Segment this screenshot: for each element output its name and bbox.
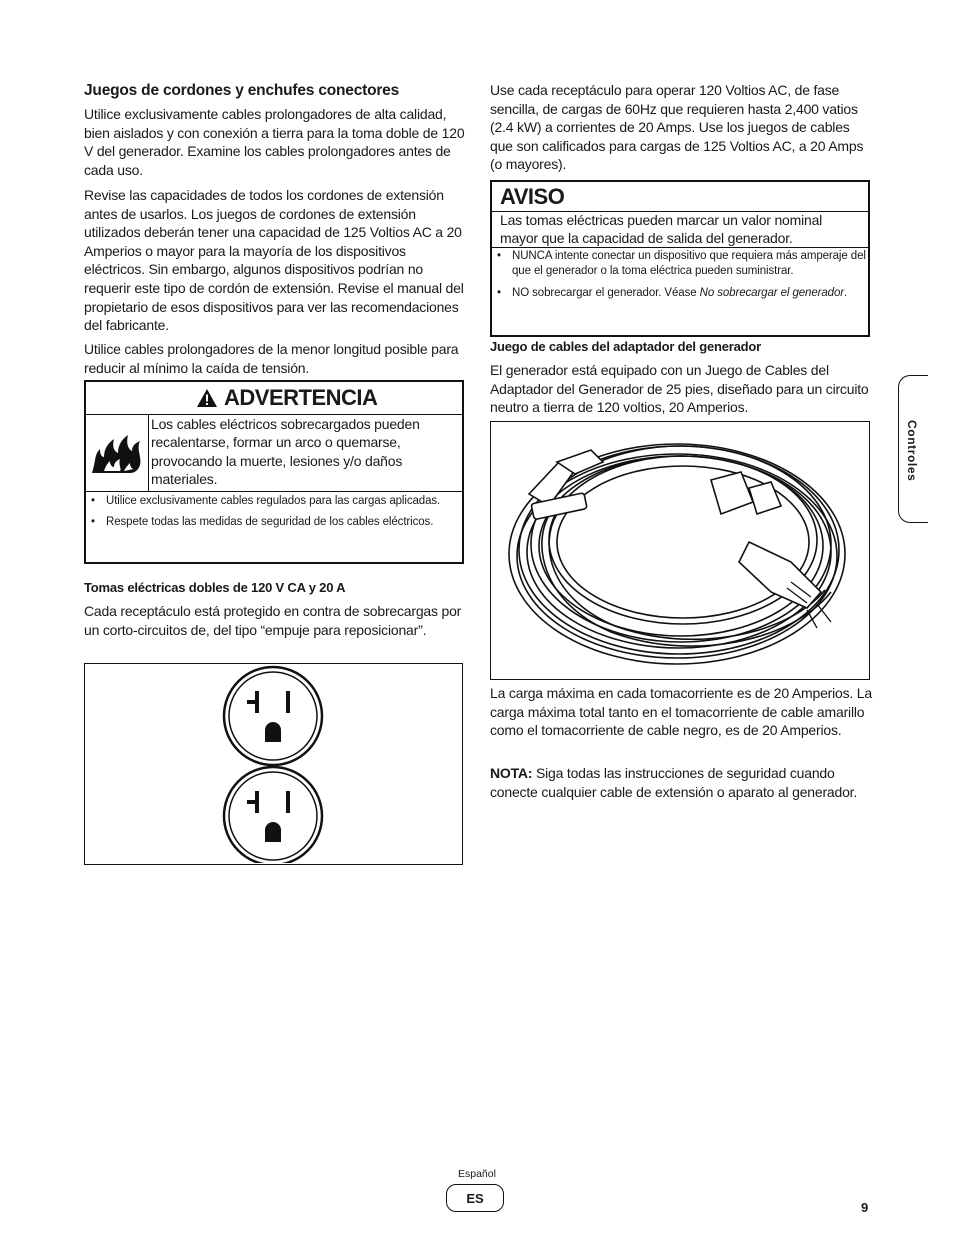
- warning-bullet-1: • Utilice exclusivamente cables regulados para las cargas aplicadas.: [86, 494, 462, 509]
- paragraph-cords-quality: Utilice exclusivamente cables prolongadores de alta calidad, bien aislados y con conexión a tierra para la toma doble de 120 V del generador. Examine los cables prolongadores antes de cada uso.: [84, 106, 465, 178]
- section-heading-outlets: Tomas eléctricas dobles de 120 V CA y 20 A: [84, 580, 346, 595]
- notice-bullet-2: [492, 286, 868, 301]
- warning-text: Los cables eléctricos sobrecargados pueden recalentarse, formar un arco o quemarse, provocando la muerte, lesiones y/o daños materiales.: [151, 416, 420, 488]
- section-heading-adapter: Juego de cables del adaptador del generador: [490, 339, 761, 354]
- side-tab-label: Controles: [905, 420, 919, 482]
- notice-box: [490, 180, 870, 337]
- paragraph-outlets-protection: Cada receptáculo está protegido en contra de sobrecargas por un corto-circuitos de, del tipo “empuje para reposicionar”.: [84, 603, 462, 638]
- warning-title: ADVERTENCIA: [224, 385, 378, 410]
- paragraph-max-load: La carga máxima en cada tomacorriente es de 20 Amperios. La carga máxima total tanto en el tomacorriente de cable amarillo como el tomacorriente de cable negro, es de 20 Amperios.: [490, 685, 872, 739]
- warning-triangle-icon: [196, 388, 218, 408]
- notice-bullet-1: • NUNCA intente conectar un dispositivo que requiera más amperaje del que el generador o la toma eléctrica pueden suministrar.: [492, 249, 868, 279]
- footer-language-code: ES: [466, 1190, 484, 1206]
- fire-hazard-icon: [86, 415, 149, 491]
- notice-bullet-2-reference: No sobrecargar el generador: [699, 286, 844, 299]
- adapter-cable-figure: [490, 421, 870, 680]
- paragraph-note: [490, 764, 874, 801]
- duplex-outlet-illustration: [85, 664, 461, 863]
- duplex-outlet-figure: [84, 663, 463, 865]
- notice-bullet-2-suffix: .: [843, 286, 848, 299]
- notice-text: Las tomas eléctricas pueden marcar un valor nominal mayor que la capacidad de salida del generador.: [500, 212, 823, 246]
- notice-bullet-2-text: NO sobrecargar el generador. Véase: [512, 286, 700, 299]
- note-label: NOTA:: [490, 765, 533, 781]
- paragraph-receptacle-use: Use cada receptáculo para operar 120 Voltios AC, de fase sencilla, de cargas de 60Hz que requieren hasta 2,400 vatios (2.4 kW) a corrientes de 20 Amps. Use los juegos de cables que son calificados para cargas de 125 Voltios AC, a 20 Amps (o mayores).: [490, 82, 864, 173]
- note-text: Siga todas las instrucciones de seguridad cuando conecte cualquier cable de extensión o aparato al generador.: [490, 765, 858, 800]
- warning-box: [84, 380, 464, 564]
- paragraph-cords-capacity: Revise las capacidades de todos los cordones de extensión antes de usarlos. Los juegos de cordones de extensión utilizados deberán tener una capacidad de 125 Voltios AC a 20 Amperios o mayor para la mayoría de los dispositivos eléctricos. Sin embargo, algunos dispositivos podrían no requerir este tipo de cordón de extensión. Revise el manual del propietario de esos dispositivos para ver las recomendaciones del fabricante.: [84, 187, 464, 334]
- footer-language: Español: [458, 1168, 496, 1180]
- notice-title: AVISO: [500, 183, 565, 209]
- warning-bullet-2: • Respete todas las medidas de seguridad de los cables eléctricos.: [86, 515, 462, 530]
- section-side-tab: [898, 375, 928, 523]
- adapter-cable-illustration: [491, 422, 868, 678]
- outlet-receptacle-bottom: [224, 767, 322, 863]
- outlet-receptacle-top: [224, 667, 322, 765]
- paragraph-adapter-kit: El generador está equipado con un Juego de Cables del Adaptador del Generador de 25 pies, diseñado para un circuito neutro a tierra de 120 voltios, 20 Amperios.: [490, 362, 869, 416]
- warning-header: [86, 382, 462, 415]
- paragraph-cords-length: Utilice cables prolongadores de la menor longitud posible para reducir al mínimo la caída de tensión.: [84, 341, 459, 376]
- page-number: 9: [861, 1200, 869, 1215]
- section-heading-cords: Juegos de cordones y enchufes conectores: [84, 82, 400, 99]
- footer-language-badge: [446, 1184, 504, 1212]
